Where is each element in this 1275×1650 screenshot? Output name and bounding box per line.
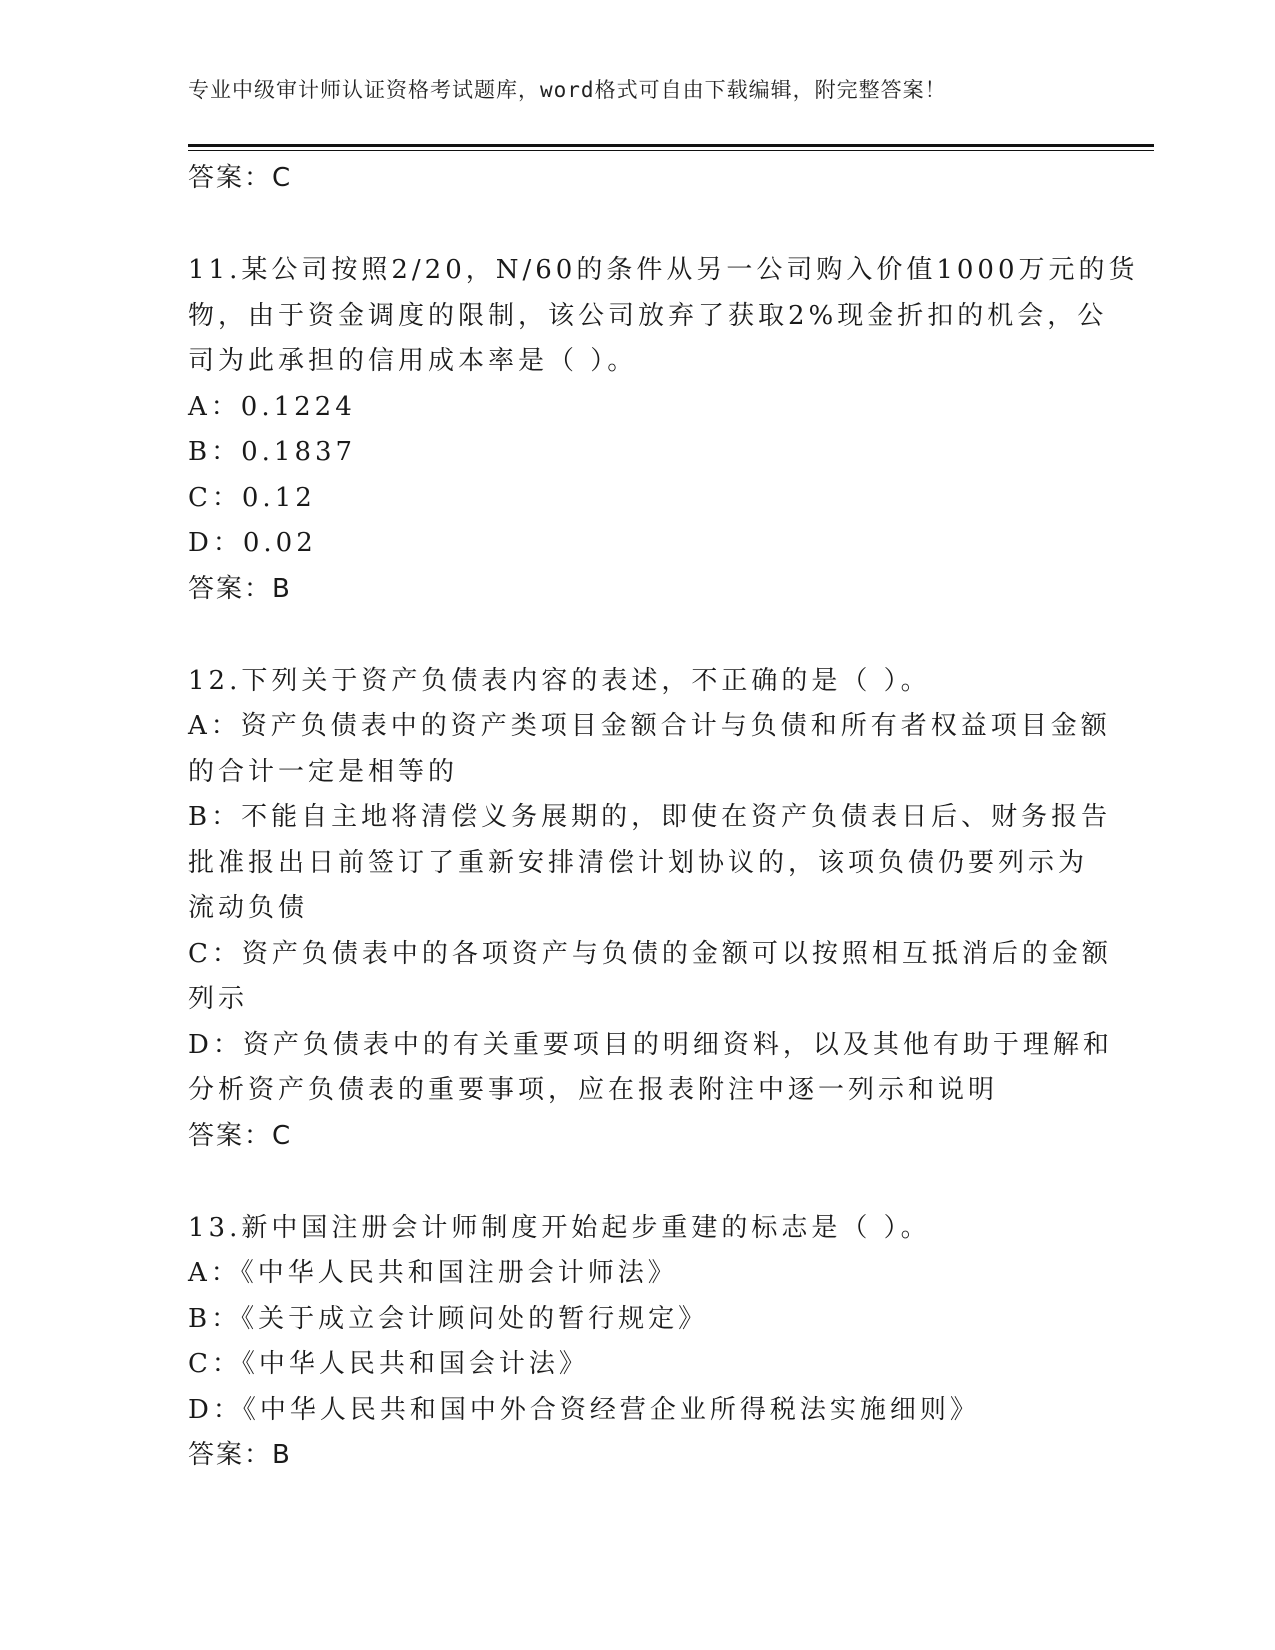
page-header: 专业中级审计师认证资格考试题库，word格式可自由下载编辑，附完整答案！ — [188, 78, 947, 102]
option-c-cont: 列示 — [188, 984, 249, 1014]
question-12 — [188, 659, 1113, 1159]
option-d: D：资产负债表中的有关重要项目的明细资料，以及其他有助于理解和 — [188, 1029, 1113, 1060]
option-a: A：0.1224 — [188, 391, 356, 422]
question-13 — [188, 1206, 1078, 1479]
option-a-cont: 的合计一定是相等的 — [188, 756, 459, 787]
answer-label: 答案： — [188, 573, 273, 604]
answer-value: B — [272, 1440, 292, 1470]
question-stem: 12.下列关于资产负债表内容的表述，不正确的是（ ）。 — [188, 665, 931, 696]
question-stem: 物，由于资金调度的限制，该公司放弃了获取2%现金折扣的机会，公 — [188, 300, 1108, 331]
option-c: C：资产负债表中的各项资产与负债的金额可以按照相互抵消后的金额 — [188, 938, 1112, 969]
header-rule-thick — [188, 144, 1154, 147]
question-stem: 司为此承担的信用成本率是（ ）。 — [188, 346, 638, 376]
answer-line — [188, 1433, 1078, 1478]
question-stem: 13.新中国注册会计师制度开始起步重建的标志是（ ）。 — [188, 1212, 931, 1243]
option-b: B：不能自主地将清偿义务展期的，即使在资产负债表日后、财务报告 — [188, 802, 1112, 832]
spacer — [188, 201, 1078, 248]
option-c: C：《中华人民共和国会计法》 — [188, 1349, 589, 1379]
spacer — [188, 1159, 1078, 1206]
question-stem: 11.某公司按照2/20，N/60的条件从另一公司购入价值1000万元的货 — [188, 255, 1139, 285]
spacer — [188, 612, 1078, 659]
option-b-cont: 流动负债 — [188, 893, 309, 923]
answer-value: C — [272, 163, 293, 193]
header-rule-thin — [188, 150, 1154, 151]
option-a: A：《中华人民共和国注册会计师法》 — [188, 1258, 678, 1288]
option-d: D：《中华人民共和国中外合资经营企业所得税法实施细则》 — [188, 1394, 980, 1425]
answer-label: 答案： — [188, 1440, 273, 1470]
previous-answer — [188, 156, 1078, 201]
answer-value: B — [272, 573, 292, 604]
option-b: B：0.1837 — [188, 437, 357, 467]
option-b: B：《关于成立会计顾问处的暂行规定》 — [188, 1303, 709, 1334]
option-d: D：0.02 — [188, 528, 317, 558]
question-list — [188, 156, 1139, 1478]
option-a: A：资产负债表中的资产类项目金额合计与负债和所有者权益项目金额 — [188, 711, 1111, 741]
answer-line — [188, 1114, 1078, 1159]
answer-label: 答案： — [188, 1120, 273, 1151]
answer-value: C — [272, 1120, 293, 1151]
option-d-cont: 分析资产负债表的重要事项，应在报表附注中逐一列示和说明 — [188, 1075, 999, 1105]
option-c: C：0.12 — [188, 482, 316, 513]
answer-label: 答案： — [188, 163, 273, 193]
option-b-cont: 批准报出日前签订了重新安排清偿计划协议的，该项负债仍要列示为 — [188, 847, 1089, 878]
answer-line — [188, 567, 1078, 612]
question-11 — [188, 248, 1139, 612]
